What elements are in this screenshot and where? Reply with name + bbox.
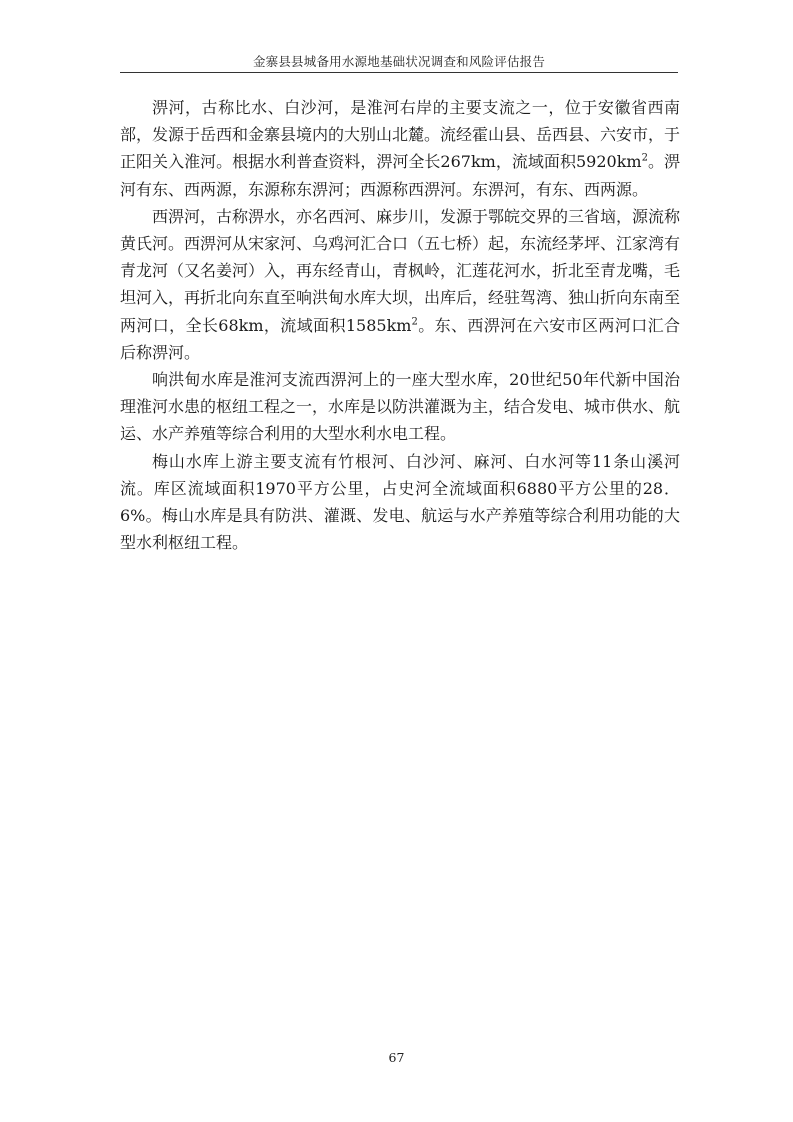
page-number: 67 [388,1050,405,1065]
paragraph-text: 。淠河有东、西两源，东源称东淠河；西源称西淠河。东淠河，有东、西两源。 [120,152,680,199]
paragraph-text: 淠河，古称比水、白沙河，是淮河右岸的主要支流之一，位于安徽省西南部，发源于岳西和金寨县境内的大别山北麓。流经霍山县、岳西县、六安市，于正阳关入淮河。根据水利普查资料，淠河全长267km，流域面积5920km [120,98,681,172]
superscript: 2 [641,153,648,165]
paragraph-west-pi-river [120,203,680,366]
paragraph-pi-river [120,94,680,203]
header-rule [120,72,678,73]
paragraph-meishan-reservoir: 梅山水库上游主要支流有竹根河、白沙河、麻河、白水河等11条山溪河流。库区流域面积1970平方公里，占史河全流域面积6880平方公里的28．6%。梅山水库是具有防洪、灌溉、发电、航运与水产养殖等综合利用功能的大型水利枢纽工程。 [120,451,680,553]
running-header: 金寨县县城备用水源地基础状况调查和风险评估报告 [252,54,546,69]
body-text [120,94,680,556]
paragraph-text: 西淠河，古称淠水，亦名西河、麻步川，发源于鄂皖交界的三省垴，源流称黄氏河。西淠河从宋家河、乌鸡河汇合口（五七桥）起，东流经茅坪、江家湾有青龙河（又名姜河）入，再东经青山，青枫岭，汇莲花河水，折北至青龙嘴，毛坦河入，再折北向东直至响洪甸水库大坝，出库后，经驻驾湾、独山折向东南至两河口，全长68km，流域面积1585km [120,206,681,335]
paragraph-xianghongdian-reservoir: 响洪甸水库是淮河支流西淠河上的一座大型水库，20世纪50年代新中国治理淮河水患的枢纽工程之一，水库是以防洪灌溉为主，结合发电、城市供水、航运、水产养殖等综合利用的大型水利水电工程。 [120,370,681,444]
paragraph-text: 。东、西淠河在六安市区两河口汇合后称淠河。 [120,315,680,362]
superscript: 2 [411,316,418,328]
